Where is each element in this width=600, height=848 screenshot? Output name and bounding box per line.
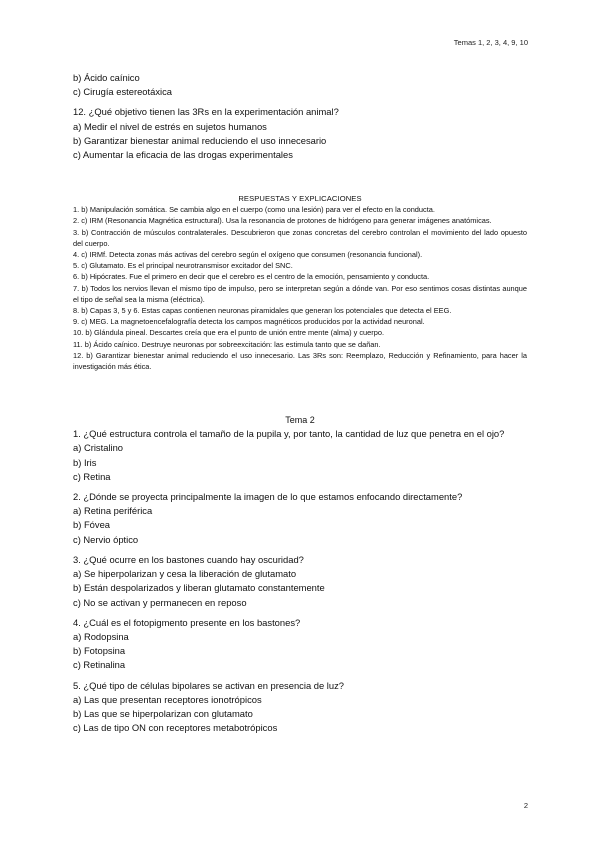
tema-2-title: Tema 2 bbox=[285, 415, 315, 426]
answers-section-title: RESPUESTAS Y EXPLICACIONES bbox=[238, 194, 362, 204]
previous-question-options bbox=[73, 71, 527, 99]
answer-item: 3. b) Contracción de músculos contralaterales. Descubrieron que zonas concretas del cerebro controlan el movimiento del lado opuesto del cuerpo. bbox=[73, 227, 527, 248]
option-line: b) Ácido caínico bbox=[73, 72, 140, 83]
option-line: a) Rodopsina bbox=[73, 630, 129, 642]
answer-item: 9. c) MEG. La magnetoencefalografía detecta los campos magnéticos producidos por la actividad neuronal. bbox=[73, 317, 425, 327]
question-text: 5. ¿Qué tipo de células bipolares se activan en presencia de luz? bbox=[73, 679, 344, 691]
option-line: b) Están despolarizados y liberan glutamato constantemente bbox=[73, 582, 325, 594]
option-line: b) Las que se hiperpolarizan con glutamato bbox=[73, 707, 253, 719]
question-text: 12. ¿Qué objetivo tienen las 3Rs en la experimentación animal? bbox=[73, 106, 339, 118]
answer-item: 7. b) Todos los nervios llevan el mismo tipo de impulso, pero se interpretan según a dónde van. Por eso sentimos cosas distintas aunque el tipo de señal sea la misma (eléctrica). bbox=[73, 283, 527, 304]
tema-2-question-4 bbox=[73, 616, 527, 673]
option-line: c) Retinalina bbox=[73, 659, 126, 671]
tema-2-question-3 bbox=[73, 553, 527, 610]
answer-item: 1. b) Manipulación somática. Se cambia algo en el cuerpo (como una lesión) para ver el efecto en la conducta. bbox=[73, 205, 435, 215]
question-text: 1. ¿Qué estructura controla el tamaño de la pupila y, por tanto, la cantidad de luz que penetra en el ojo? bbox=[73, 428, 505, 440]
option-line: b) Fotopsina bbox=[73, 645, 126, 657]
answer-item: 10. b) Glándula pineal. Descartes creía que era el punto de unión entre mente (alma) y cuerpo. bbox=[73, 328, 384, 338]
question-text: 4. ¿Cuál es el fotopigmento presente en los bastones? bbox=[73, 616, 301, 628]
question-text: 3. ¿Qué ocurre en los bastones cuando hay oscuridad? bbox=[73, 553, 304, 565]
answer-item: 4. c) IRMf. Detecta zonas más activas del cerebro según el oxígeno que consumen (resonancia funcional). bbox=[73, 250, 423, 260]
option-line: b) Fóvea bbox=[73, 519, 110, 531]
option-line: b) Garantizar bienestar animal reduciendo el uso innecesario bbox=[73, 134, 327, 146]
answer-item: 2. c) IRM (Resonancia Magnética estructural). Usa la resonancia de protones de hidrógeno para generar imágenes anatómicas. bbox=[73, 216, 492, 226]
option-line: c) Retina bbox=[73, 470, 111, 482]
answer-item: 6. b) Hipócrates. Fue el primero en decir que el cerebro es el centro de la emoción, pensamiento y conducta. bbox=[73, 272, 430, 282]
option-line: a) Las que presentan receptores ionotrópicos bbox=[73, 693, 262, 705]
tema-2-question-2 bbox=[73, 490, 527, 547]
option-line: a) Cristalino bbox=[73, 442, 124, 454]
option-line: a) Retina periférica bbox=[73, 505, 153, 517]
answer-item: 12. b) Garantizar bienestar animal reduciendo el uso innecesario. Las 3Rs son: Reemplazo, Reducción y Refinamiento, para hacer la investigación más ética. bbox=[73, 350, 527, 372]
answer-item: 8. b) Capas 3, 5 y 6. Estas capas contienen neuronas piramidales que generan los potenciales que detecta el EEG. bbox=[73, 306, 452, 316]
tema-2-question-5 bbox=[73, 679, 527, 736]
page-content bbox=[73, 71, 527, 735]
option-line: c) Cirugía estereotáxica bbox=[73, 86, 173, 98]
option-line: c) No se activan y permanecen en reposo bbox=[73, 596, 247, 608]
option-line: b) Iris bbox=[73, 456, 97, 468]
option-line: c) Aumentar la eficacia de las drogas experimentales bbox=[73, 149, 293, 161]
page-number: 2 bbox=[523, 801, 528, 810]
tema-2-question-1 bbox=[73, 427, 527, 484]
option-line: c) Nervio óptico bbox=[73, 533, 139, 545]
option-line: c) Las de tipo ON con receptores metabotrópicos bbox=[73, 722, 278, 734]
option-line: a) Se hiperpolarizan y cesa la liberación de glutamato bbox=[73, 568, 297, 580]
question-12-block bbox=[73, 105, 527, 162]
option-line: a) Medir el nivel de estrés en sujetos humanos bbox=[73, 120, 267, 132]
answer-item: 5. c) Glutamato. Es el principal neurotransmisor excitador del SNC. bbox=[73, 261, 293, 271]
answer-item: 11. b) Ácido caínico. Destruye neuronas por sobreexcitación: las estimula tanto que se dañan. bbox=[73, 339, 381, 349]
answers-list bbox=[73, 204, 527, 372]
page-header-topics: Temas 1, 2, 3, 4, 9, 10 bbox=[453, 38, 528, 47]
question-text: 2. ¿Dónde se proyecta principalmente la imagen de lo que estamos enfocando directamente? bbox=[73, 491, 463, 503]
